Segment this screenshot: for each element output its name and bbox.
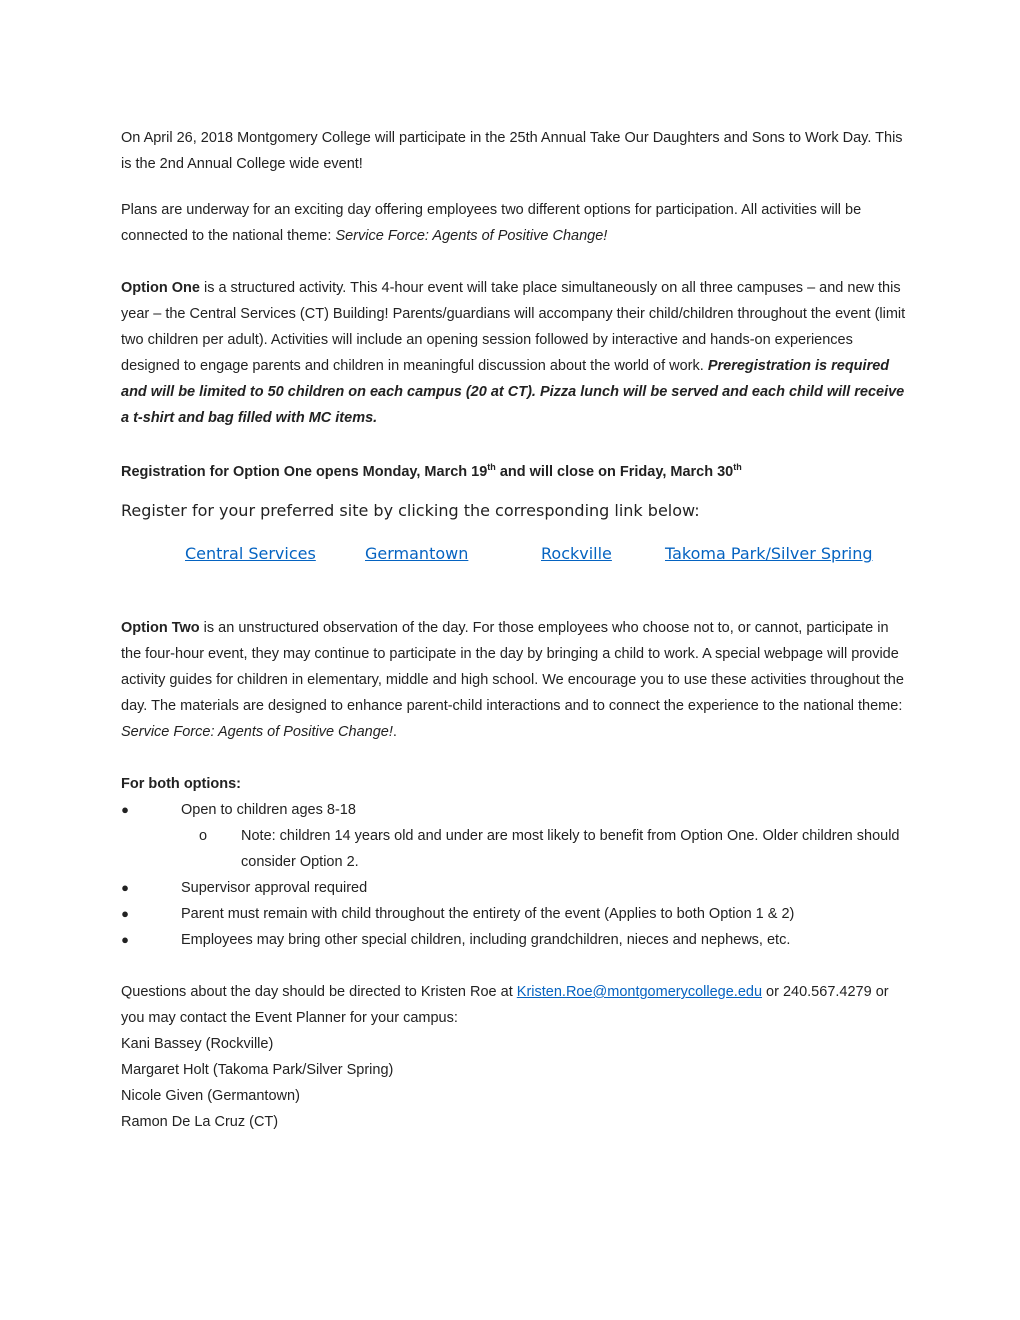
link-rockville[interactable]: Rockville [541, 544, 612, 563]
registration-dates [121, 459, 742, 485]
option-two-paragraph [121, 615, 906, 745]
registration-close-text: and will close on Friday, March 30 [495, 464, 734, 480]
sub-list-item [181, 823, 911, 875]
intro-paragraph: On April 26, 2018 Montgomery College will participate in the 25th Annual Take Our Daughters and Sons to Work Day. This is the 2nd Annual College wide event! [121, 130, 903, 172]
planner-list [121, 1031, 906, 1135]
registration-close-suffix: th [733, 462, 742, 472]
bullet-icon: ● [121, 880, 129, 895]
bullet-text: Open to children ages 8-18 [181, 802, 356, 818]
link-germantown[interactable]: Germantown [365, 544, 469, 563]
register-prompt: Register for your preferred site by clicking the corresponding link below: [121, 501, 700, 520]
sub-list [181, 823, 911, 875]
option-one-paragraph [121, 275, 911, 431]
circle-bullet-icon: o [199, 828, 208, 844]
plans-paragraph [121, 197, 906, 249]
planner-item: Margaret Holt (Takoma Park/Silver Spring) [121, 1062, 394, 1078]
list-item [121, 901, 911, 927]
questions-text-2: or 240.567.4279 or you may contact the Event Planner for your campus: [121, 984, 889, 1026]
bullet-icon: ● [121, 906, 129, 921]
bullet-text: Employees may bring other special children, including grandchildren, nieces and nephews, etc. [181, 932, 791, 948]
plans-text: Plans are underway for an exciting day offering employees two different options for participation. All activities will be connected to the national theme: [121, 202, 862, 244]
contact-email-link[interactable]: Kristen.Roe@montgomerycollege.edu [516, 984, 763, 1000]
planner-item: Kani Bassey (Rockville) [121, 1036, 274, 1052]
option-two-theme: Service Force: Agents of Positive Change! [121, 724, 393, 740]
list-item [121, 875, 911, 901]
planner-item: Ramon De La Cruz (CT) [121, 1114, 279, 1130]
option-one-emphasis: Preregistration is required and will be limited to 50 children on each campus (20 at CT). Pizza lunch will be served and each child will receive a t-shirt and bag filled with MC items. [121, 358, 905, 426]
both-options-heading: For both options: [121, 776, 241, 792]
bullet-text: Supervisor approval required [181, 880, 368, 896]
bullet-icon: ● [121, 802, 129, 817]
link-takoma-park-silver-spring[interactable]: Takoma Park/Silver Spring [665, 544, 873, 563]
bullet-text: Parent must remain with child throughout the entirety of the event (Applies to both Option 1 & 2) [181, 906, 795, 922]
questions-paragraph [121, 979, 911, 1031]
plans-theme: Service Force: Agents of Positive Change! [335, 228, 608, 244]
option-two-end: . [392, 724, 397, 740]
option-two-label: Option Two [121, 620, 200, 636]
planner-item: Nicole Given (Germantown) [121, 1088, 300, 1104]
bullet-icon: ● [121, 932, 129, 947]
registration-open-suffix: th [487, 462, 496, 472]
sub-bullet-text: Note: children 14 years old and under are most likely to benefit from Option One. Older children should consider Option 2. [241, 828, 900, 870]
site-links [0, 541, 1020, 567]
list-item [121, 927, 911, 953]
option-one-label: Option One [121, 280, 200, 296]
list-item [121, 797, 911, 875]
option-one-text: is a structured activity. This 4-hour event will take place simultaneously on all three campuses – and new this year – the Central Services (CT) Building! Parents/guardians will accompany their child/children throughout the event (limit two children per adult). Activities will include an opening session followed by interactive and hands-on experiences designed to engage parents and children in meaningful discussion about the world of work. [121, 280, 906, 374]
questions-text: Questions about the day should be directed to Kristen Roe at [121, 984, 517, 1000]
registration-open-text: Registration for Option One opens Monday, March 19 [121, 464, 488, 480]
option-two-text: is an unstructured observation of the day. For those employees who choose not to, or cannot, participate in the four-hour event, they may continue to participate in the day by bringing a child to work. A special webpage will provide activity guides for children in elementary, middle and high school. We encourage you to use these activities throughout the day. The materials are designed to enhance parent-child interactions and to connect the experience to the national theme: [121, 620, 904, 714]
both-options-list [121, 797, 911, 953]
link-central-services[interactable]: Central Services [185, 544, 316, 563]
